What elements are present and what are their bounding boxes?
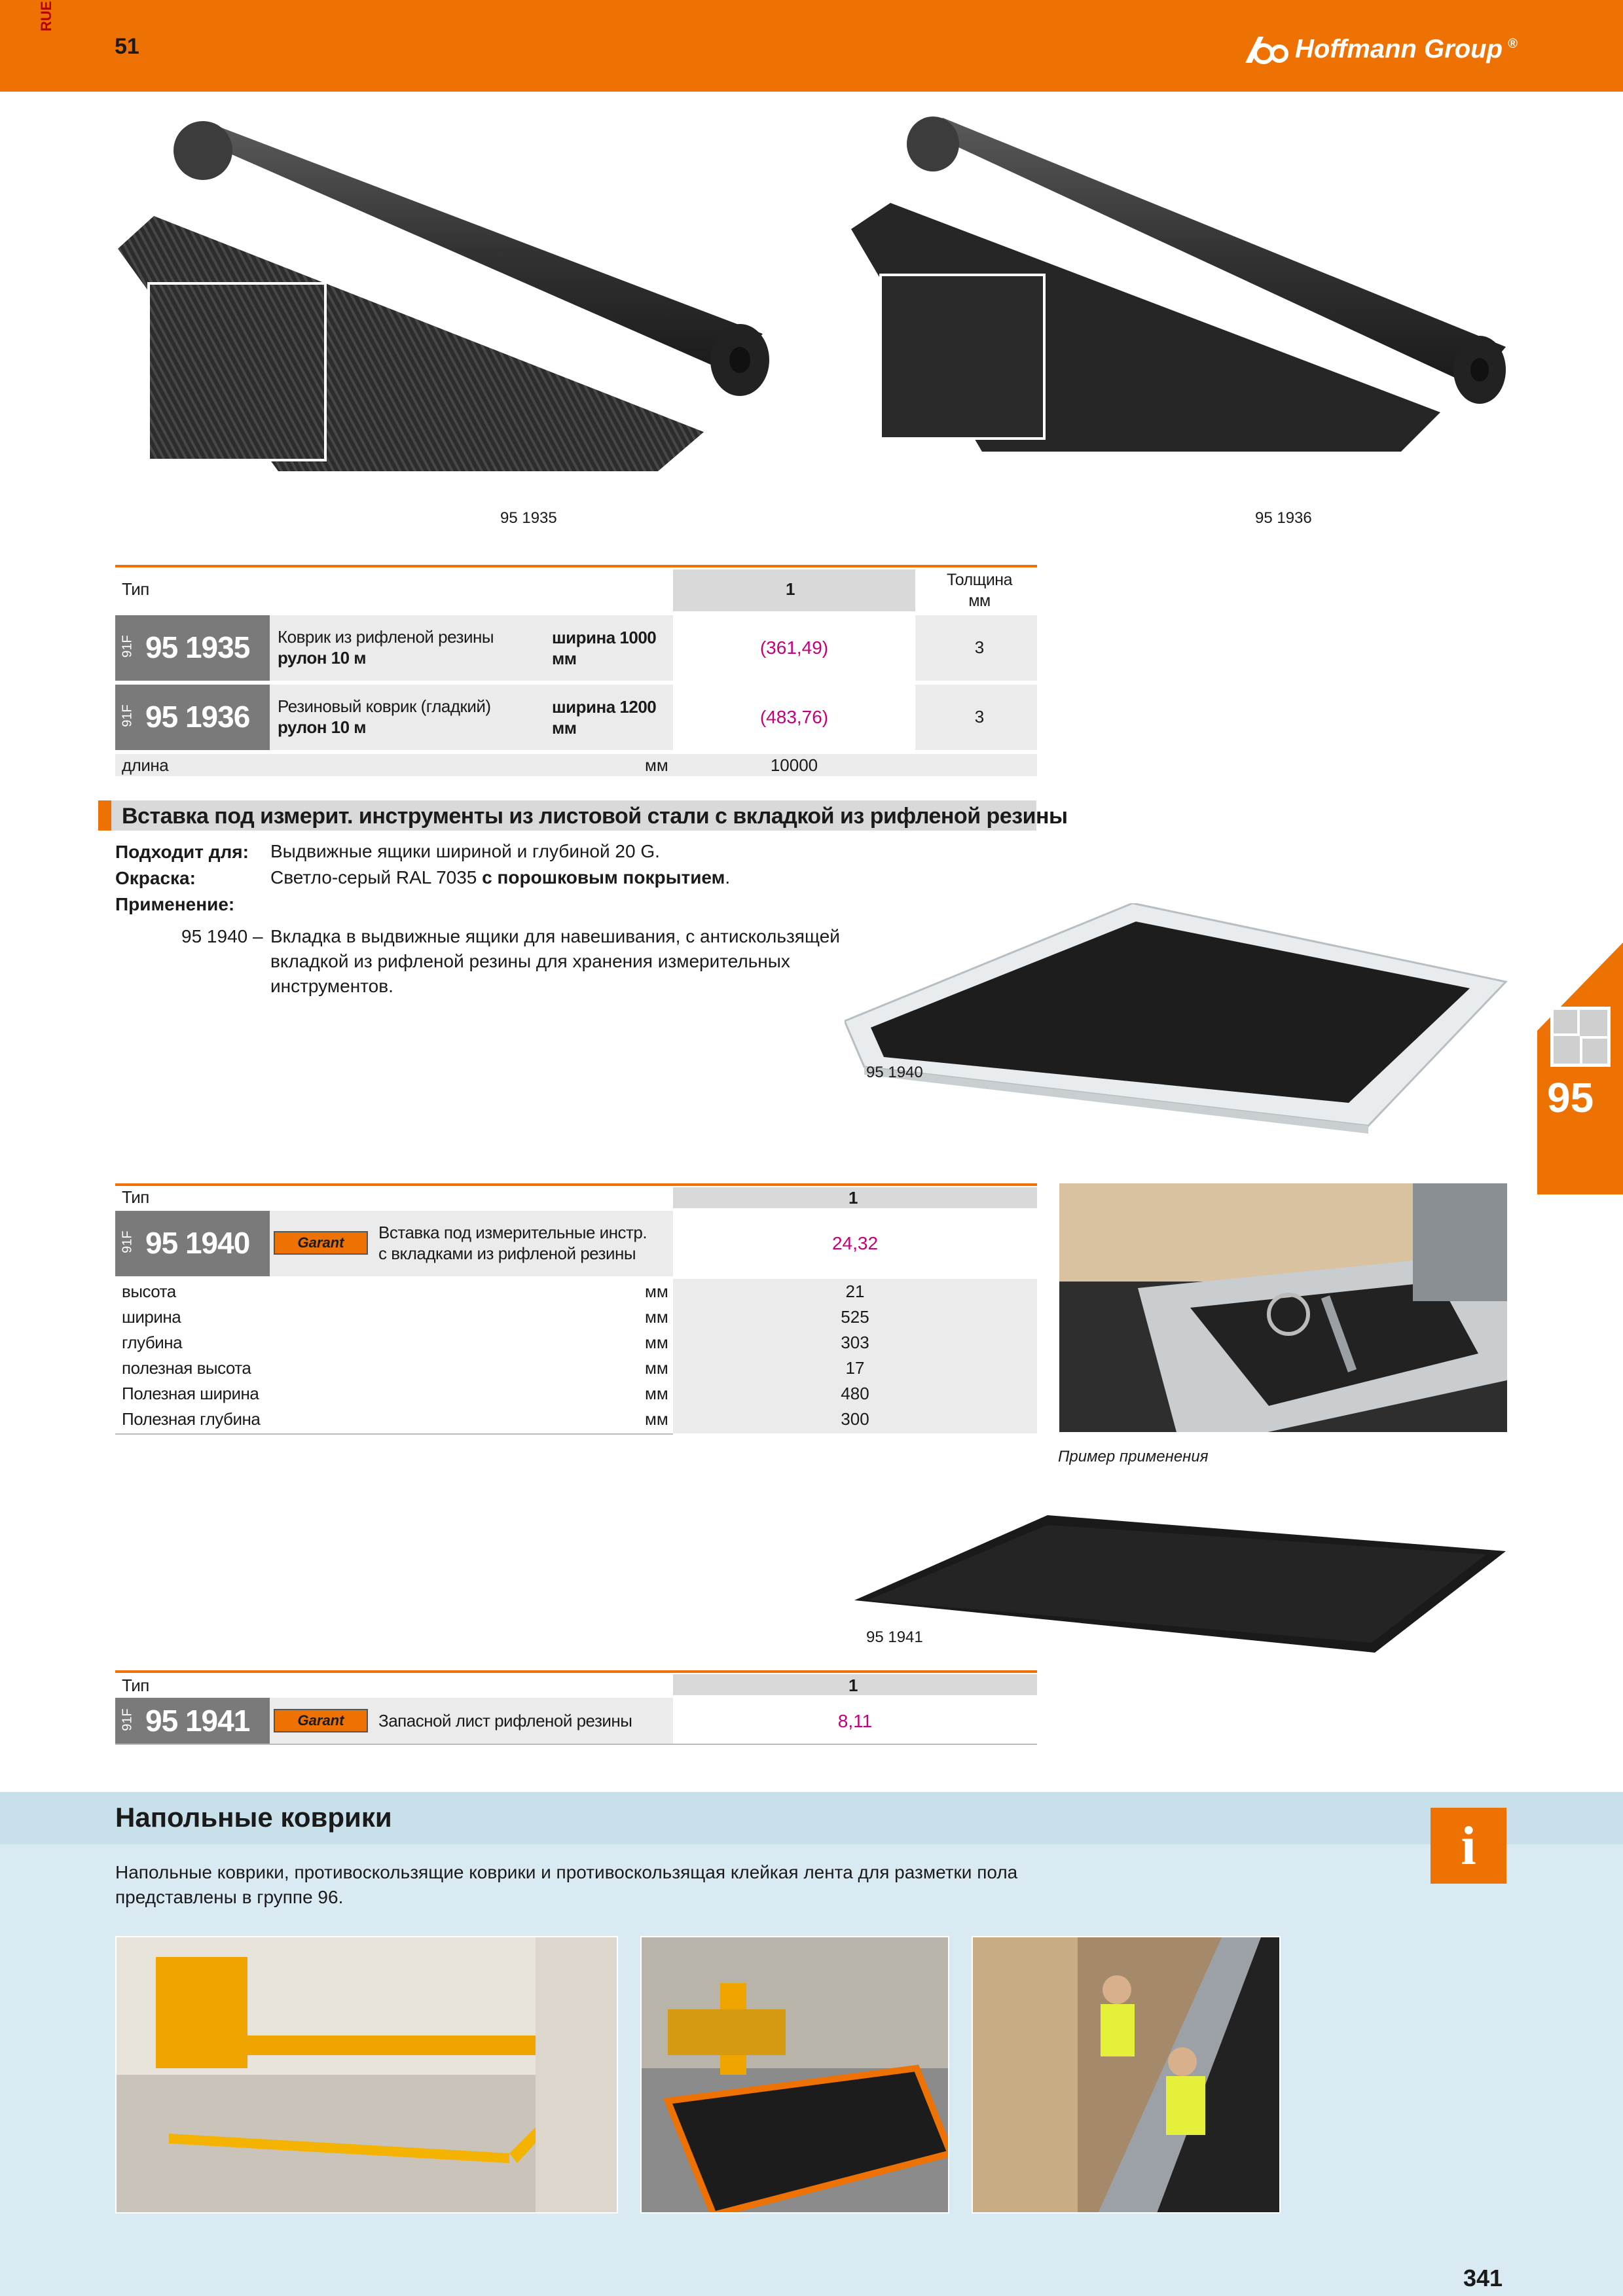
table2-desc-1: Вставка под измерительные инстр.: [378, 1223, 647, 1242]
table2-column-head-label: 1: [848, 1188, 858, 1208]
table3-type-label: Тип: [122, 1676, 149, 1695]
smooth-rubber-roll-image: [851, 111, 1512, 452]
table1-length-value: 10000: [770, 755, 818, 775]
spec-label: глубина: [122, 1333, 183, 1352]
table1-row2-desc-2: рулон 10 м: [278, 717, 367, 737]
paint-text-bold: с порошковым покрытием: [482, 867, 725, 888]
page-number: 341: [1463, 2265, 1503, 2291]
example-caption: Пример применения: [1058, 1448, 1209, 1465]
spec-value: 17: [845, 1358, 865, 1378]
table1-row2-article-number: 95 1936: [145, 700, 250, 734]
spec-value: 525: [841, 1307, 869, 1327]
spec-unit: мм: [645, 1282, 668, 1301]
roll2-caption: 95 1936: [1255, 509, 1312, 527]
tool-storage-icon: [1550, 1007, 1611, 1067]
roll1-caption: 95 1935: [500, 509, 557, 527]
table1-type-label: Тип: [122, 579, 149, 599]
info-icon: i: [1431, 1808, 1506, 1884]
spec-value: 303: [841, 1333, 869, 1352]
spec-unit: мм: [645, 1409, 668, 1429]
spec-unit: мм: [645, 1384, 668, 1403]
table2-type-label: Тип: [122, 1187, 149, 1207]
table1-row1-thickness: 3: [974, 637, 985, 657]
table1-row2-price: (483,76): [759, 707, 829, 727]
workshop-illustration: [642, 1937, 949, 2214]
table1-row1-article-number: 95 1935: [145, 630, 250, 664]
brand-registered-mark: ®: [1508, 37, 1518, 51]
table1-top-rule: [115, 565, 1037, 567]
table2-top-rule: [115, 1183, 1037, 1186]
table2-desc-2: с вкладками из рифленой резины: [378, 1244, 636, 1263]
header-page-number: 51: [115, 34, 139, 59]
ribbed-rubber-roll-image: [115, 118, 776, 471]
table3-tag: 91F: [120, 1708, 135, 1731]
section-title-accent: [98, 800, 111, 831]
spec-value: 480: [841, 1384, 869, 1403]
sheet-caption: 95 1941: [866, 1628, 923, 1646]
hoffmann-logo: [1244, 33, 1518, 65]
section-title: Вставка под измерит. инструменты из листовой стали с вкладкой из рифленой резины: [122, 804, 1068, 829]
tray-caption: 95 1940: [866, 1064, 923, 1081]
table1-length-unit: мм: [645, 755, 668, 775]
garant-logo: [274, 1709, 368, 1732]
chapter-tab: [1537, 942, 1623, 1194]
table3-price: 8,11: [837, 1711, 873, 1731]
brand-name: Hoffmann Group: [1295, 34, 1503, 63]
table1-length-label: длина: [122, 755, 169, 775]
fits-label: Подходит для:: [115, 842, 249, 862]
table1-column-head-label: 1: [786, 579, 795, 599]
garant-logo-text: Garant: [297, 1712, 344, 1729]
spec-label: Полезная глубина: [122, 1409, 261, 1429]
spec-label: полезная высота: [122, 1358, 251, 1378]
spec-label: высота: [122, 1282, 176, 1301]
paint-text: [270, 865, 730, 890]
table2-price: 24,32: [831, 1233, 879, 1253]
table3-column-head-label: 1: [848, 1676, 858, 1695]
table1-row2-thickness: 3: [974, 707, 985, 726]
table1-row1-width: ширина 1000 мм: [552, 628, 657, 668]
table1-row1-price: (361,49): [759, 637, 829, 658]
use-ref: 95 1940 –: [181, 926, 263, 946]
table3-top-rule: [115, 1670, 1037, 1673]
garant-logo: [274, 1231, 368, 1255]
table1-row2-width: ширина 1200 мм: [552, 697, 657, 738]
spec-value: 300: [841, 1409, 869, 1429]
use-label: Применение:: [115, 894, 235, 914]
table1-row2-desc-1: Резиновый коврик (гладкий): [278, 696, 491, 716]
table1-row1-tag: 91F: [120, 635, 135, 658]
application-example-photo: [1058, 1182, 1508, 1433]
workshop-floor-mat-photo: [640, 1936, 949, 2214]
paint-text-end: .: [725, 867, 731, 888]
use-text: Вкладка в выдвижные ящики для навешивания, с антискользящей вкладкой из рифленой резины для хранения измерительных инструментов.: [270, 926, 840, 996]
spec-unit: мм: [645, 1307, 668, 1327]
garant-logo-text: Garant: [297, 1234, 344, 1251]
hoffmann-logo-icon: [1244, 34, 1290, 64]
spec-value: 21: [845, 1282, 865, 1301]
chapter-number: 95: [1547, 1074, 1594, 1121]
spec-unit: мм: [645, 1333, 668, 1352]
spec-label: ширина: [122, 1307, 181, 1327]
drawer-photo-illustration: [1059, 1183, 1508, 1433]
table3-bottom-rule: [115, 1744, 1037, 1745]
table3-desc: Запасной лист рифленой резины: [378, 1711, 632, 1731]
paint-label: Окраска:: [115, 868, 196, 888]
fits-text: Выдвижные ящики шириной и глубиной 20 G.: [270, 841, 660, 861]
table2-tag: 91F: [120, 1230, 135, 1253]
spec-unit: мм: [645, 1358, 668, 1378]
forklift-floor-marking-photo: [115, 1936, 618, 2214]
ribbed-rubber-sheet-image: [851, 1512, 1512, 1656]
paint-text-plain: Светло-серый RAL 7035: [270, 867, 483, 888]
table3-article-number: 95 1941: [145, 1704, 250, 1738]
table2-article-number: 95 1940: [145, 1226, 250, 1260]
language-code: RUE: [38, 1, 54, 31]
conveyor-illustration: [973, 1937, 1281, 2214]
table1-row2-tag: 91F: [120, 704, 135, 727]
table1-thickness-head: Толщина мм: [946, 571, 1012, 610]
conveyor-workers-photo: [972, 1936, 1281, 2214]
table2-bottom-rule: [115, 1433, 673, 1435]
table1-row1-desc-2: рулон 10 м: [278, 648, 367, 668]
measuring-tray-image: [845, 903, 1512, 1139]
forklift-illustration: [117, 1937, 618, 2214]
info-text: Напольные коврики, противоскользящие коврики и противоскользящая клейкая лента для разметки пола представлены в группе 96.: [115, 1862, 1018, 1907]
info-title: Напольные коврики: [115, 1802, 392, 1833]
spec-label: Полезная ширина: [122, 1384, 259, 1403]
table1-row1-desc-1: Коврик из рифленой резины: [278, 627, 494, 647]
